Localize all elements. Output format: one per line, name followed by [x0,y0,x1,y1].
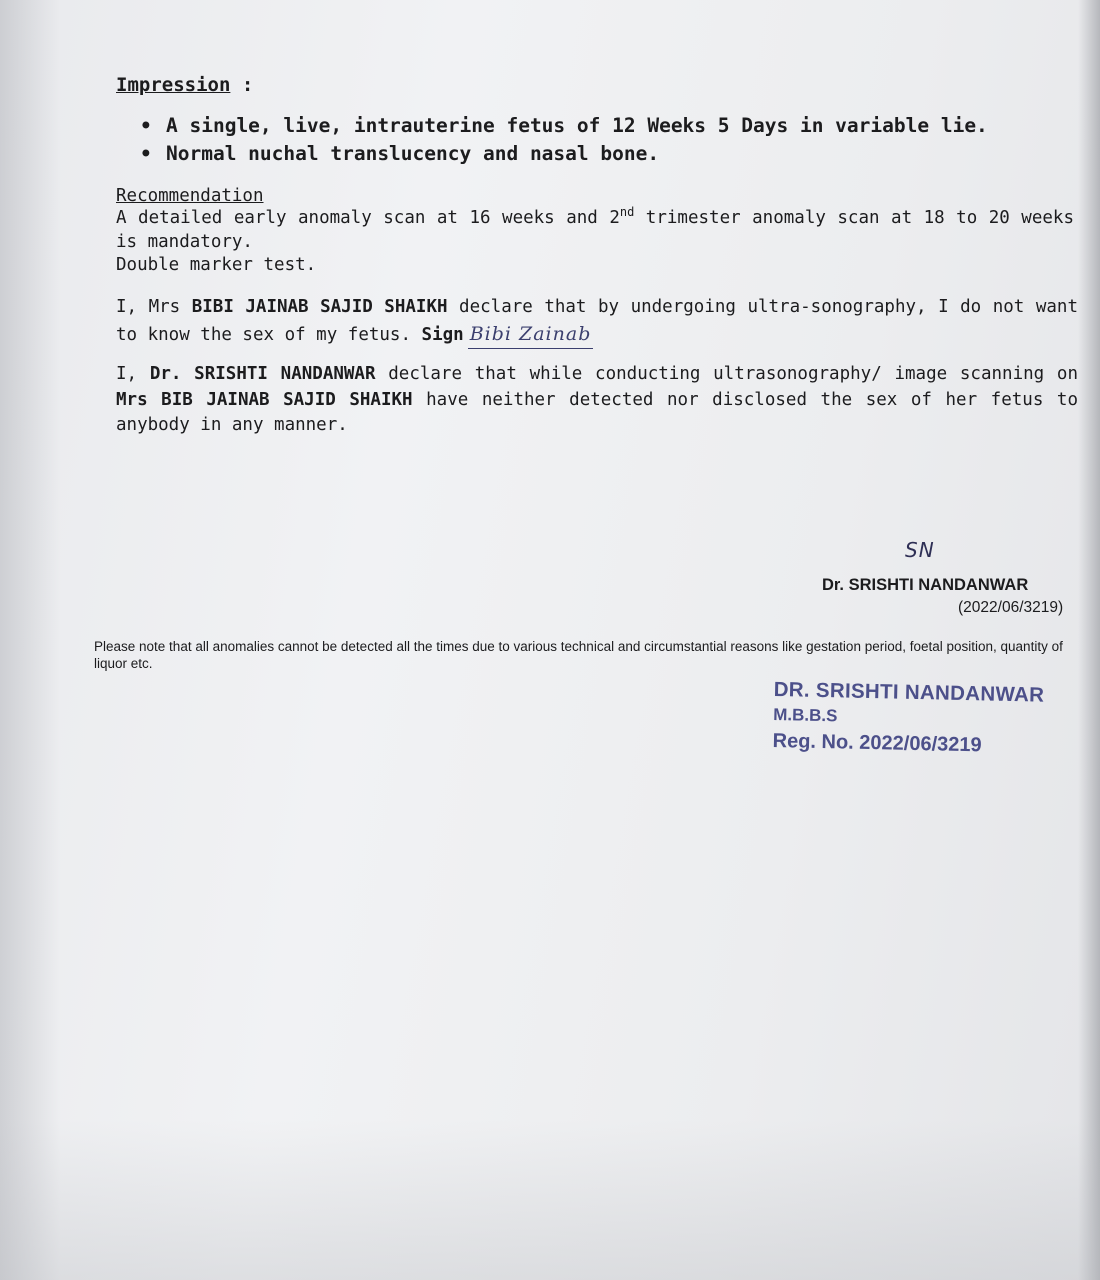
impression-item-text: A single, live, intrauterine fetus of 12 Weeks 5 Days in variable lie. [166,114,988,137]
doctor-registration: (2022/06/3219) [958,599,1064,616]
impression-item-text: Normal nuchal translucency and nasal bone. [166,142,660,165]
paper-shadow-right [1078,0,1100,1280]
recommendation-heading: Recommendation [116,186,264,206]
impression-item [140,112,988,140]
doctor-declaration-suffix: have neither detected nor disclosed the sex of her fetus to anybody in any manner. [116,389,1078,435]
impression-heading-text: Impression [116,74,231,96]
impression-item [140,140,988,168]
doctor-declaration-name: Dr. SRISHTI NANDANWAR [149,364,376,384]
patient-declaration-text: declare that by undergoing ultra-sonography, I do not want to know the sex of my fetus. [116,297,1078,345]
stamp-reg-no: Reg. No. 2022/06/3219 [772,729,982,757]
recommendation-superscript: nd [619,205,635,220]
impression-heading [116,74,253,96]
impression-heading-colon: : [230,74,254,96]
recommendation-double-marker: Double marker test. [116,255,317,275]
patient-signature: Bibi Zainab [468,321,594,349]
doctor-declaration-prefix: I, [116,364,150,384]
doctor-initials-signature: SN [905,538,935,562]
paper-shadow-bottom [0,1120,1100,1280]
patient-declaration [116,294,1078,349]
doctor-stamp [772,676,1044,762]
disclaimer-note: Please note that all anomalies cannot be detected all the times due to various technical and circumstantial reasons like gestation period, foetal position, quantity of liquor etc. [94,639,1063,671]
patient-declaration-prefix: I, Mrs [116,297,192,317]
paper-shadow-left [0,0,60,1280]
impression-list [140,112,988,168]
sign-label: Sign [421,325,464,345]
recommendation-text [116,206,1074,254]
stamp-degree: M.B.B.S [772,704,838,726]
doctor-declaration-patient: Mrs BIB JAINAB SAJID SHAIKH [116,389,413,410]
recommendation-text-a: A detailed early anomaly scan at 16 weeks and 2 [116,208,620,228]
doctor-declaration-text: declare that while conducting ultrasonography/ image scanning on [375,364,1078,384]
doctor-name: Dr. SRISHTI NANDANWAR [822,576,1029,594]
patient-name: BIBI JAINAB SAJID SHAIKH [191,297,448,317]
stamp-name: DR. SRISHTI NANDANWAR [773,677,1045,707]
recommendation-text-b: trimester anomaly scan at 18 to 20 weeks is mandatory. [116,208,1074,252]
doctor-declaration [116,362,1078,439]
